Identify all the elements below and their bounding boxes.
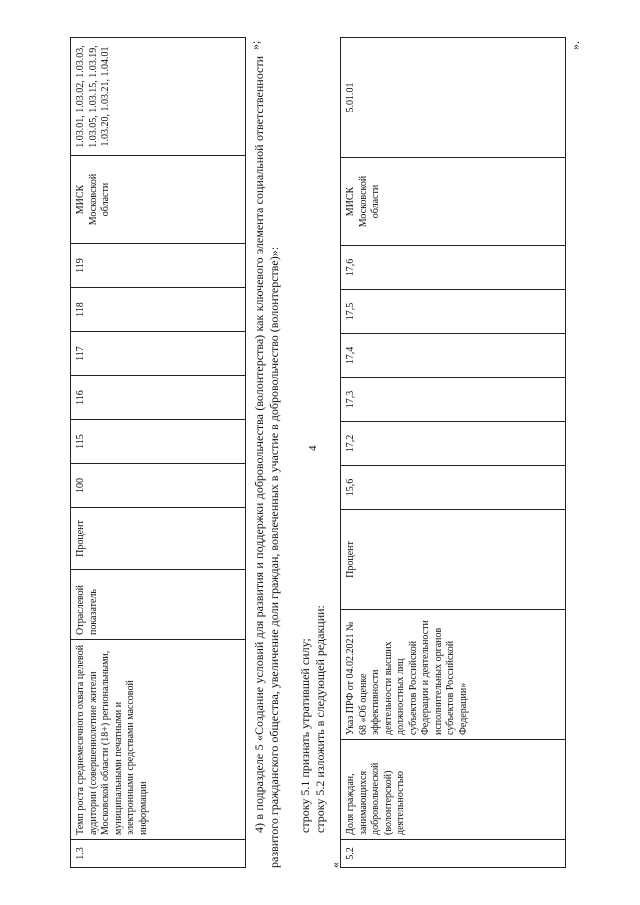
year-value-cell: 17,6 [341,246,566,290]
open-quote: « [328,862,342,868]
indicator-name-cell: Темп роста среднемесячного охвата целевой аудитории (совершеннолетние жители Московской области (18+) региональными, муниципальными печатными и электронными средствами массовой информации [71,640,246,840]
year-value-cell: 17,3 [341,378,566,422]
indicator-source-cell: Указ ПРФ от 04.02.2021 № 68 «Об оценке эффективности деятельности высших должностных лиц субъектов Российской Федерации и деятельности исполнительных органов субъектов Российской Федерации» [341,610,566,740]
table1-end-mark: »; [248,40,262,50]
base-value-cell: 15,6 [341,466,566,510]
year-value-cell: 119 [71,244,246,288]
indicator-table-2 [340,37,566,868]
responsible-cell: МИСК Московской области [71,156,246,244]
paragraph-line-5-1: строку 5.1 признать утратившей силу; [298,638,312,833]
year-value-cell: 118 [71,288,246,332]
year-value-cell: 117 [71,332,246,376]
year-value-cell: 116 [71,376,246,420]
year-value-cell: 17,4 [341,334,566,378]
page-number: 4 [307,445,319,451]
year-value-cell: 17,5 [341,290,566,334]
event-codes-cell: 1.03.01, 1.03.02, 1.03.03, 1.03.05, 1.03.15, 1.03.19, 1.03.20, 1.03.21, 1.04.01 [71,38,246,156]
unit-cell: Процент [71,508,246,570]
indicator-table-1 [70,37,246,868]
base-value-cell: 100 [71,464,246,508]
event-codes-cell: 5.01.01 [341,38,566,158]
unit-cell: Процент [341,510,566,610]
year-value-cell: 115 [71,420,246,464]
row-number-cell: 5.2 [341,840,566,868]
row-number-cell: 1.3 [71,840,246,868]
indicator-name-cell: Доля граждан, занимающихся добровольческой (волонтерской) деятельностью [341,740,566,840]
paragraph-subsection-5: 4) в подразделе 5 «Создание условий для развития и поддержки добровольчества (волонтерства) как ключевого элемента социальной ответственности развитого гражданского общества, увеличение доли граждан, вовлеченных в участие в добровольчество (волонтерстве)»: [252,56,281,868]
paragraph-line-5-2: строку 5.2 изложить в следующей редакции: [313,605,327,833]
responsible-cell: МИСК Московской области [341,158,566,246]
indicator-type-cell: Отраслевой показатель [71,570,246,640]
table-row [341,38,566,868]
year-value-cell: 17,2 [341,422,566,466]
table-row [71,38,246,868]
rotated-page-content [70,38,635,868]
table2-end-mark: ». [568,41,582,50]
